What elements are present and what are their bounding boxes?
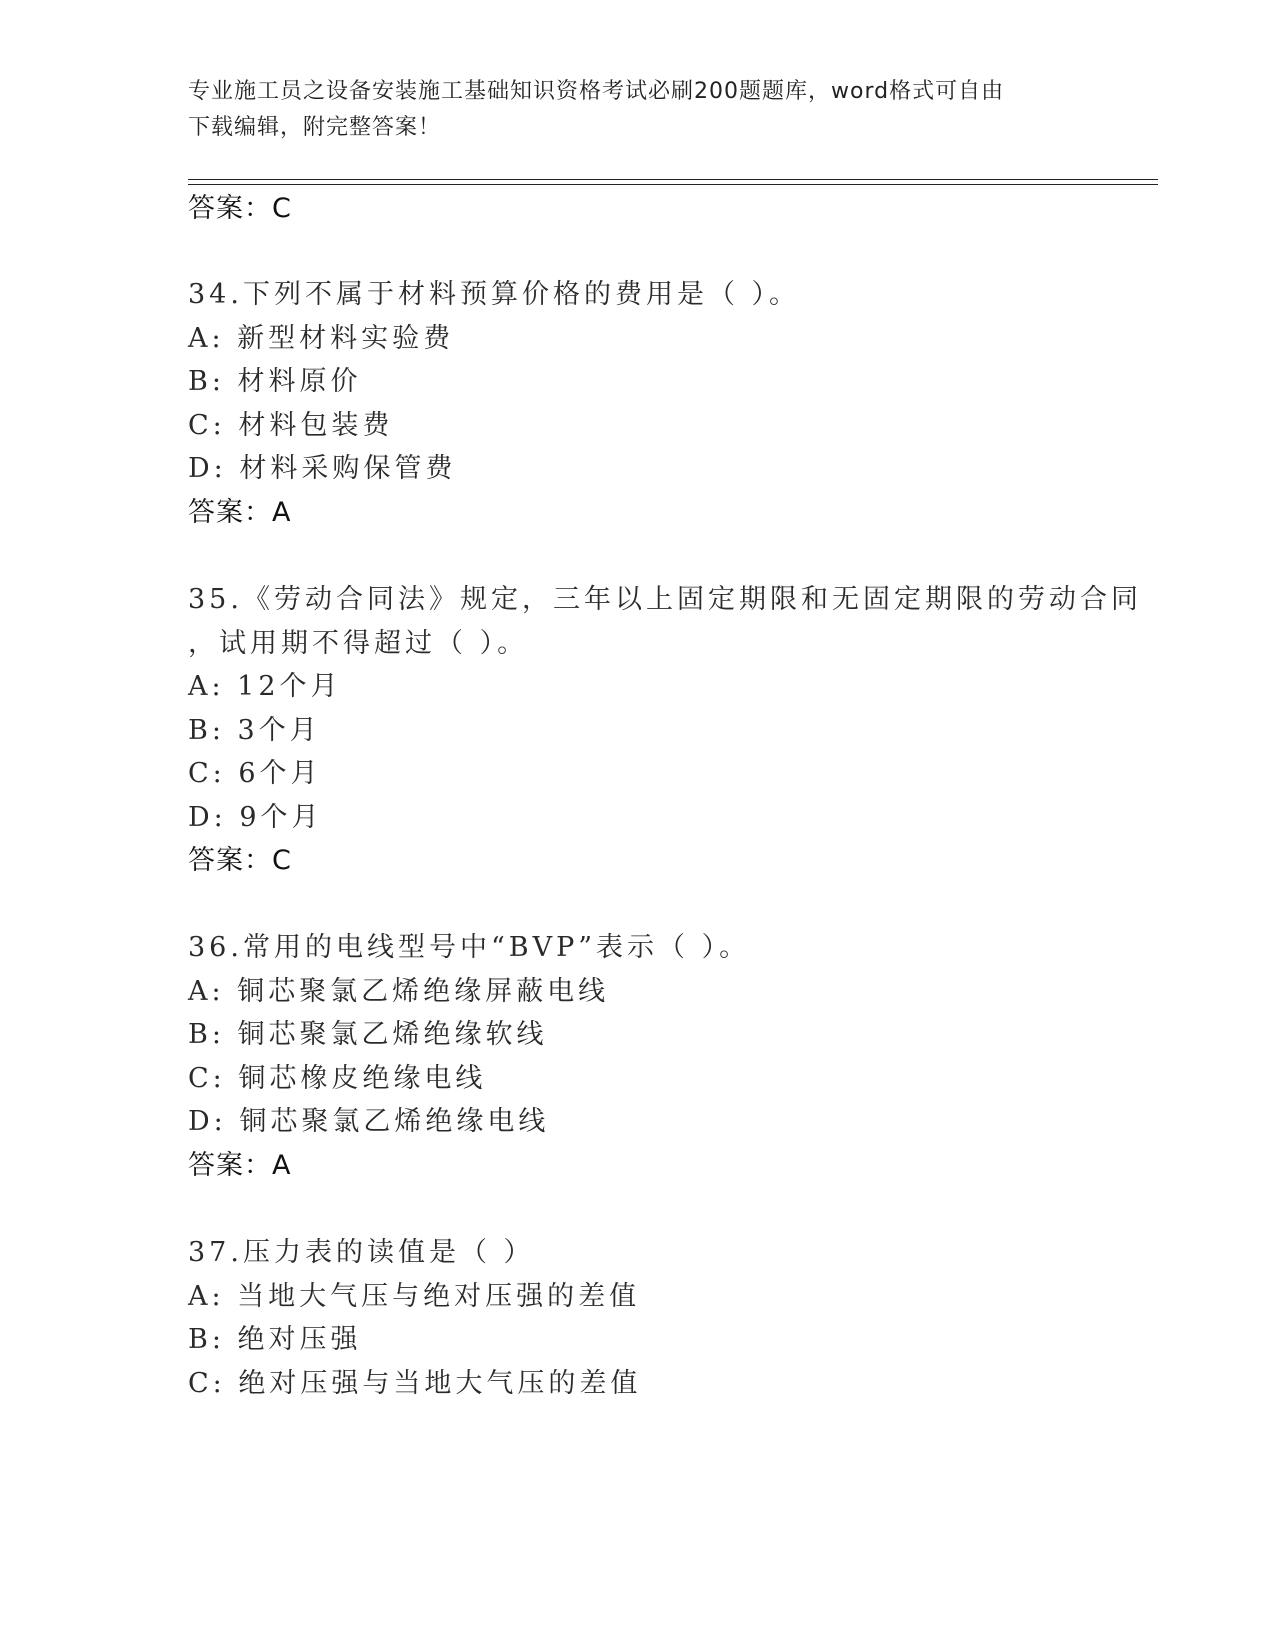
question-36-stem: 36.常用的电线型号中“BVP”表示（ ）。 (188, 932, 751, 963)
header-line-2: 下载编辑，附完整答案！ (188, 115, 442, 140)
header-divider-bottom (188, 184, 1158, 185)
question-35-option-b: B: 3个月 (188, 715, 321, 746)
question-34-stem: 34.下列不属于材料预算价格的费用是（ ）。 (188, 279, 801, 310)
question-36-option-d: D: 铜芯聚氯乙烯绝缘电线 (188, 1106, 550, 1137)
answer-previous: 答案：C (188, 193, 292, 224)
question-35-answer: 答案：C (188, 845, 292, 876)
document-header (188, 74, 1088, 146)
question-36-answer: 答案：A (188, 1150, 292, 1181)
question-34-option-c: C: 材料包装费 (188, 410, 394, 441)
question-37-stem: 37.压力表的读值是（ ） (188, 1237, 535, 1268)
question-36-option-a: A: 铜芯聚氯乙烯绝缘屏蔽电线 (188, 976, 610, 1007)
question-35-option-c: C: 6个月 (188, 758, 322, 789)
header-line-1: 专业施工员之设备安装施工基础知识资格考试必刷200题题库，word格式可自由 (188, 79, 1005, 104)
header-divider-top (188, 179, 1158, 180)
question-34-option-d: D: 材料采购保管费 (188, 453, 457, 484)
question-34-answer: 答案：A (188, 497, 292, 528)
question-36-option-b: B: 铜芯聚氯乙烯绝缘软线 (188, 1019, 548, 1050)
question-34-option-a: A: 新型材料实验费 (188, 323, 455, 354)
question-34-option-b: B: 材料原价 (188, 366, 362, 397)
question-37-option-c: C: 绝对压强与当地大气压的差值 (188, 1368, 642, 1399)
question-35-stem-line-1: 35.《劳动合同法》规定，三年以上固定期限和无固定期限的劳动合同 (188, 584, 1142, 615)
question-35-option-d: D: 9个月 (188, 802, 323, 833)
question-35-stem-line-2: ，试用期不得超过（ ）。 (188, 628, 529, 659)
question-35-option-a: A: 12个月 (188, 671, 342, 702)
question-37-option-a: A: 当地大气压与绝对压强的差值 (188, 1281, 641, 1312)
question-36-option-c: C: 铜芯橡皮绝缘电线 (188, 1063, 487, 1094)
question-37-option-b: B: 绝对压强 (188, 1324, 362, 1355)
